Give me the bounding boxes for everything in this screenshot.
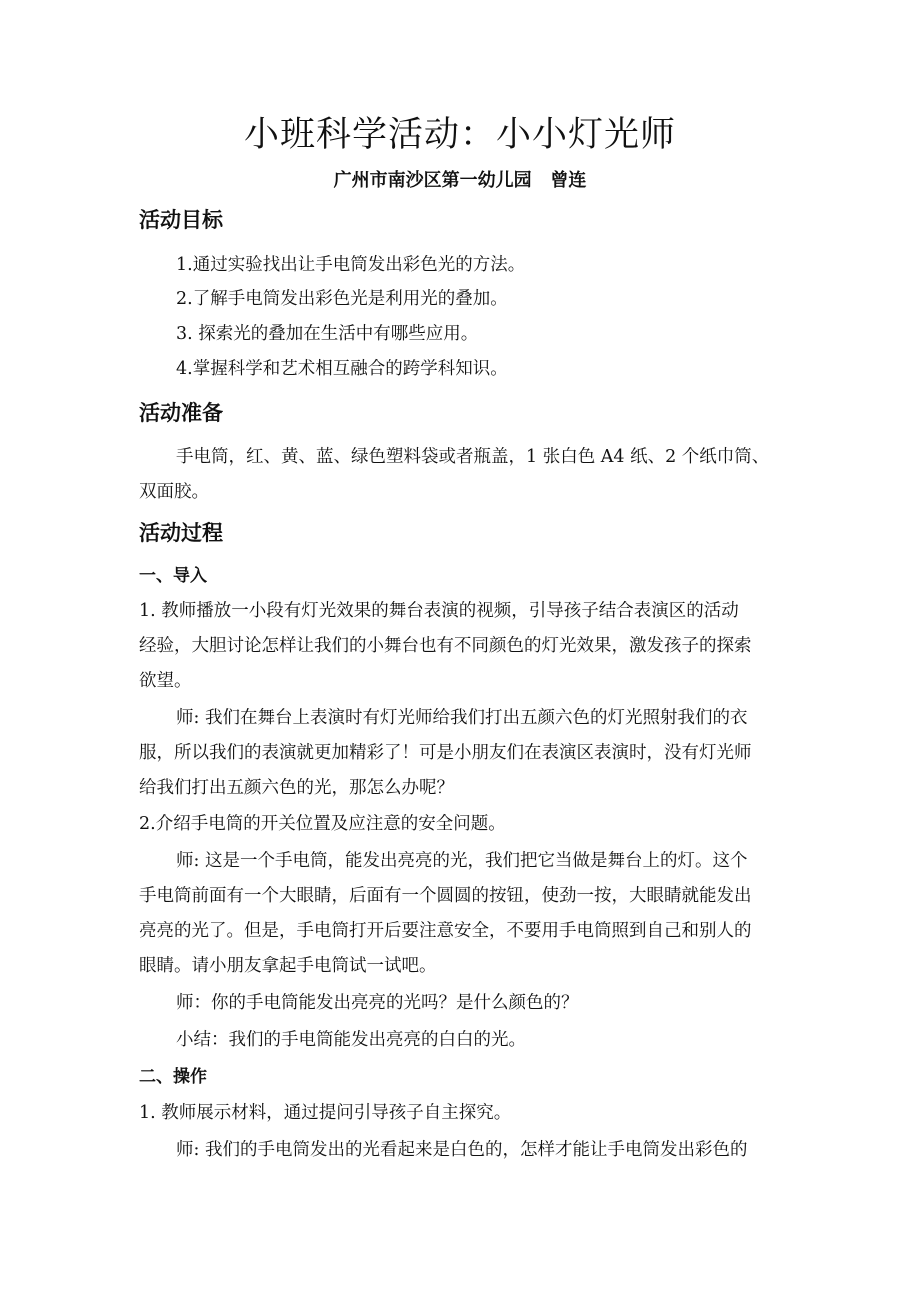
goal-item: 1.通过实验找出让手电筒发出彩色光的方法。 [176,255,526,275]
paragraph-line: 师: 我们在舞台上表演时有灯光师给我们打出五颜六色的灯光照射我们的衣 [176,708,748,728]
author-line: 广州市南沙区第一幼儿园 曾连 [333,170,587,191]
prep-text-line: 手电筒，红、黄、蓝、绿色塑料袋或者瓶盖，1 张白色 A4 纸、2 个纸巾筒、 [176,447,770,467]
goal-item: 3. 探索光的叠加在生活中有哪些应用。 [176,324,479,344]
subsection-heading-intro: 一、导入 [139,566,207,586]
paragraph-line: 师: 这是一个手电筒，能发出亮亮的光，我们把它当做是舞台上的灯。这个 [176,851,748,871]
paragraph-line: 眼睛。请小朋友拿起手电筒试一试吧。 [139,956,437,976]
paragraph-line: 师：你的手电筒能发出亮亮的光吗？是什么颜色的？ [176,993,579,1013]
goal-item: 4.掌握科学和艺术相互融合的跨学科知识。 [176,359,508,379]
paragraph-line: 亮亮的光了。但是，手电筒打开后要注意安全，不要用手电筒照到自己和别人的 [139,921,752,941]
paragraph-line: 服，所以我们的表演就更加精彩了！可是小朋友们在表演区表演时，没有灯光师 [139,743,752,763]
paragraph-line: 给我们打出五颜六色的光，那怎么办呢？ [139,778,454,798]
paragraph-line: 师: 我们的手电筒发出的光看起来是白色的，怎样才能让手电筒发出彩色的 [176,1140,748,1160]
subsection-heading-operation: 二、操作 [139,1067,207,1087]
paragraph-line: 欲望。 [139,671,192,691]
paragraph-line: 小结：我们的手电筒能发出亮亮的白白的光。 [176,1030,526,1050]
section-heading-goals: 活动目标 [139,208,223,232]
goal-item: 2.了解手电筒发出彩色光是利用光的叠加。 [176,289,508,309]
prep-text-line: 双面胶。 [139,482,209,502]
paragraph-line: 手电筒前面有一个大眼睛，后面有一个圆圆的按钮，使劲一按，大眼睛就能发出 [139,886,752,906]
paragraph-line: 1. 教师展示材料，通过提问引导孩子自主探究。 [139,1103,512,1123]
document-title: 小班科学活动：小小灯光师 [243,115,676,155]
section-heading-prep: 活动准备 [139,401,223,425]
paragraph-line: 1. 教师播放一小段有灯光效果的舞台表演的视频，引导孩子结合表演区的活动 [139,601,739,621]
paragraph-line: 2.介绍手电筒的开关位置及应注意的安全问题。 [139,814,506,834]
section-heading-process: 活动过程 [139,521,223,545]
paragraph-line: 经验，大胆讨论怎样让我们的小舞台也有不同颜色的灯光效果，激发孩子的探索 [139,636,752,656]
